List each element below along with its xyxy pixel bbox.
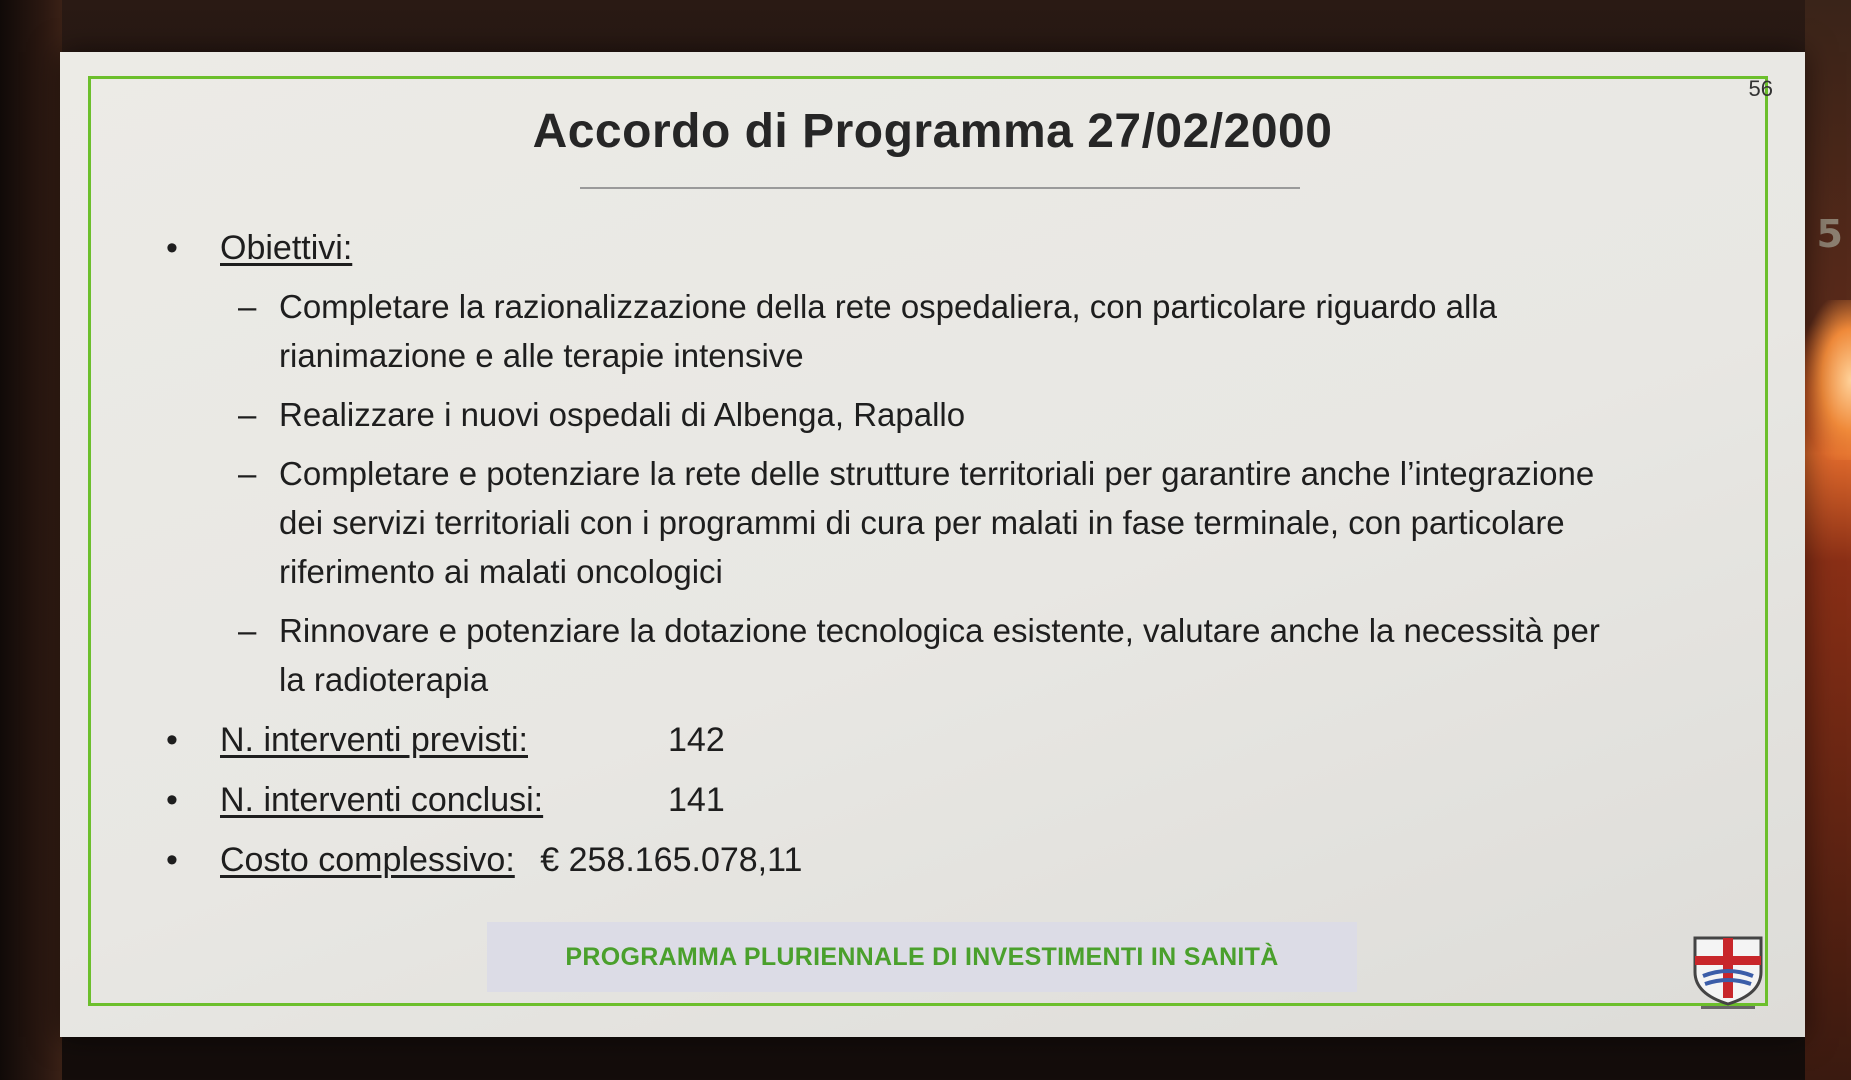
objective-text: Completare e potenziare la rete delle strutture territoriali per garantire anche l’integrazione dei servizi territoriali con i programmi di cura per malati in fase terminale, con particolare riferimento ai malati oncologici: [279, 455, 1595, 590]
bullet-dot: •: [166, 781, 178, 819]
dash-marker: –: [238, 455, 257, 492]
objectives-list: [160, 282, 1600, 704]
right-wall: [1805, 0, 1851, 1080]
objective-text: Completare la razionalizzazione della rete ospedaliera, con particolare riguardo alla rianimazione e alle terapie intensive: [279, 288, 1498, 374]
objective-text: Realizzare i nuovi ospedali di Albenga, Rapallo: [279, 396, 966, 433]
completed-interventions-label: N. interventi conclusi:: [220, 781, 544, 819]
slide-content: [160, 224, 1600, 896]
objective-item: [160, 449, 1600, 596]
title-divider: [580, 187, 1300, 189]
objective-item: [160, 282, 1600, 380]
bullet-dot: •: [166, 841, 178, 879]
planned-interventions-row: [160, 716, 1600, 764]
objective-text: Rinnovare e potenziare la dotazione tecnologica esistente, valutare anche la necessità per la radioterapia: [279, 612, 1600, 698]
slide-title: Accordo di Programma 27/02/2000: [532, 105, 1333, 158]
dash-marker: –: [238, 396, 257, 433]
objective-item: [160, 390, 1600, 439]
dash-marker: –: [238, 612, 257, 649]
bullet-dot: •: [166, 721, 178, 759]
planned-interventions-label: N. interventi previsti:: [220, 721, 528, 759]
right-light-glow: [1805, 300, 1851, 460]
completed-interventions-value: 141: [668, 781, 725, 819]
planned-interventions-value: 142: [668, 721, 725, 759]
left-wall: [0, 0, 62, 1080]
objectives-heading: Obiettivi:: [220, 229, 353, 267]
completed-interventions-row: [160, 776, 1600, 824]
footer-banner: PROGRAMMA PLURIENNALE DI INVESTIMENTI IN SANITÀ: [487, 922, 1357, 992]
total-cost-value: € 258.165.078,11: [540, 841, 803, 879]
bullet-dot: •: [166, 229, 178, 267]
total-cost-label: Costo complessivo:: [220, 841, 515, 879]
total-cost-row: [160, 836, 1600, 884]
slide-number: 56: [1748, 76, 1773, 101]
edge-digit: 5: [1816, 212, 1843, 256]
regione-liguria-crest-icon: [1683, 932, 1773, 1010]
objectives-bullet: [160, 224, 1600, 272]
projection-screen: [60, 52, 1805, 1037]
objective-item: [160, 606, 1600, 704]
dash-marker: –: [238, 288, 257, 325]
